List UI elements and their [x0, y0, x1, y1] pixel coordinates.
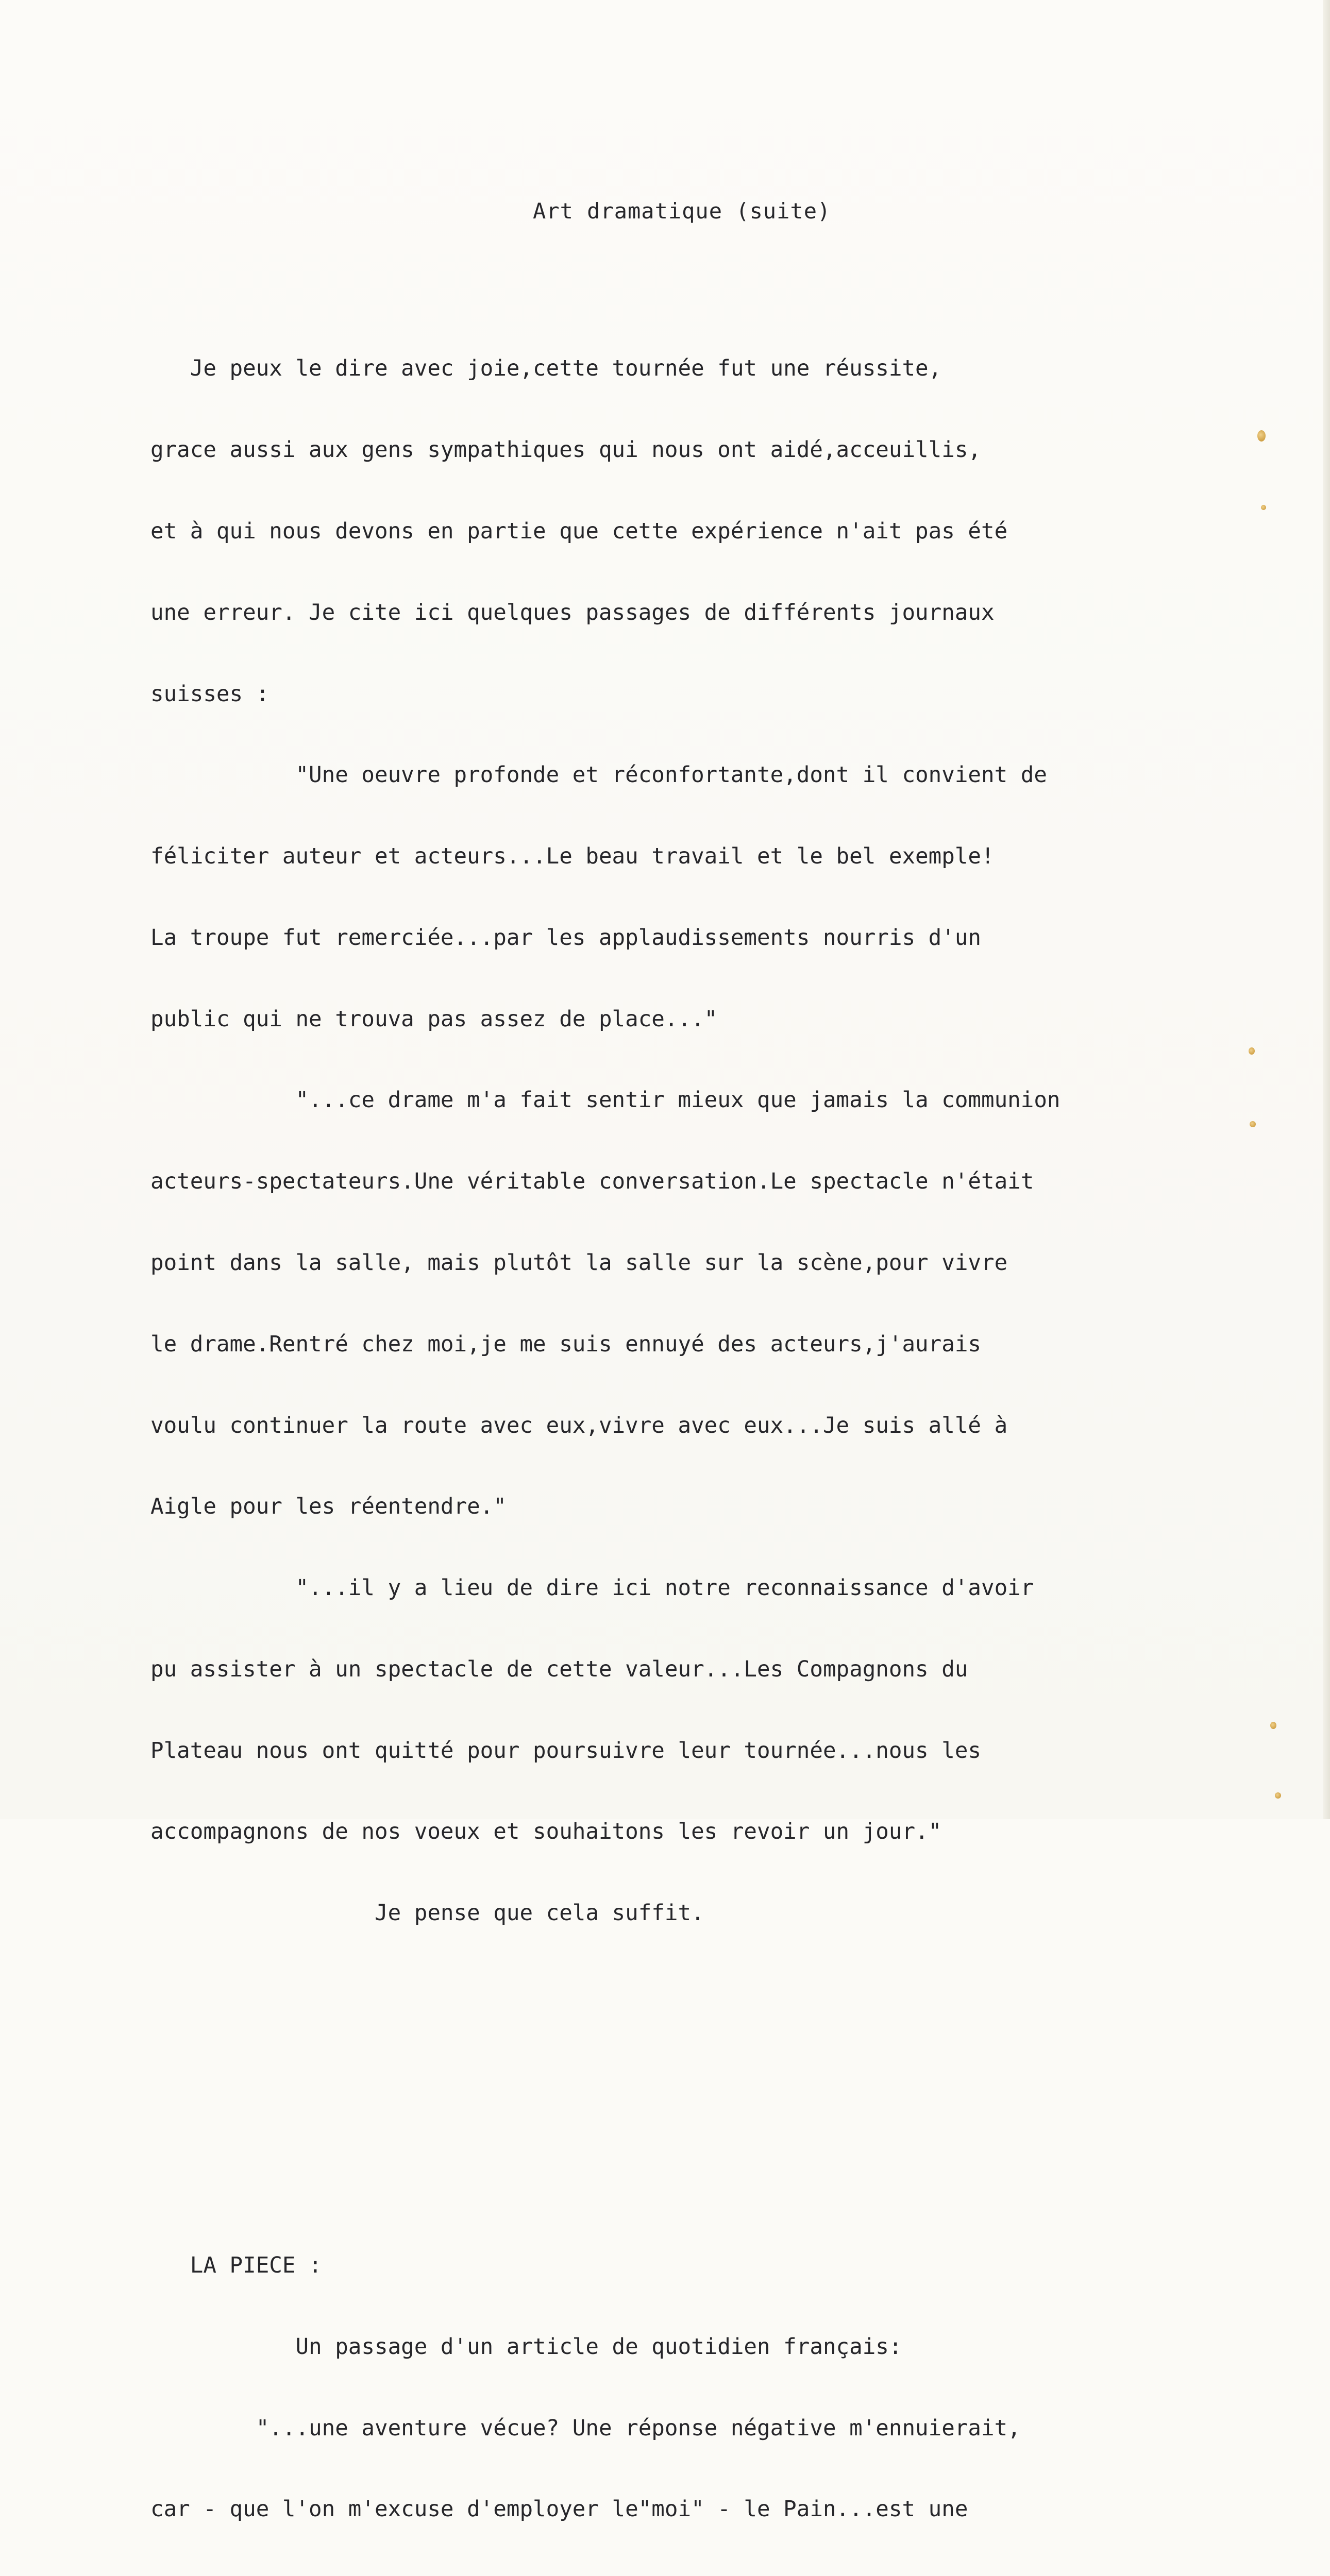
text-line: le drame.Rentré chez moi,je me suis ennuyé des acteurs,j'aurais — [150, 1331, 981, 1357]
text-line: "Une oeuvre profonde et réconfortante,dont il convient de — [150, 762, 1047, 788]
text-line: suisses : — [150, 681, 270, 707]
staple-mark — [1250, 1121, 1256, 1127]
paragraph-tour-review — [150, 301, 1181, 1981]
text-line: une erreur. Je cite ici quelques passages de différents journaux — [150, 600, 995, 625]
text-line: voulu continuer la route avec eux,vivre avec eux...Je suis allé à — [150, 1413, 1008, 1438]
text-line: "...il y a lieu de dire ici notre reconnaissance d'avoir — [150, 1575, 1034, 1601]
text-line: "...une aventure vécue? Une réponse négative m'ennuierait, — [150, 2415, 1021, 2441]
text-line: Un passage d'un article de quotidien français: — [150, 2334, 902, 2360]
text-line: Plateau nous ont quitté pour poursuivre leur tournée...nous les — [150, 1738, 981, 1764]
blank-line — [150, 2036, 1181, 2063]
paragraph-la-piece — [150, 2198, 1181, 2576]
document-body — [150, 247, 1181, 2576]
text-line: La troupe fut remerciée...par les applaudissements nourris d'un — [150, 925, 981, 951]
section-heading: LA PIECE : — [150, 2252, 322, 2278]
blank-line — [150, 2117, 1181, 2144]
text-line: accompagnons de nos voeux et souhaitons les revoir un jour." — [150, 1819, 942, 1845]
text-line: pu assister à un spectacle de cette valeur...Les Compagnons du — [150, 1656, 968, 1682]
text-line: point dans la salle, mais plutôt la salle sur la scène,pour vivre — [150, 1250, 1008, 1276]
text-line: acteurs-spectateurs.Une véritable conversation.Le spectacle n'était — [150, 1169, 1034, 1195]
staple-mark — [1270, 1722, 1276, 1729]
text-line: Je pense que cela suffit. — [150, 1901, 704, 1926]
text-line: "...ce drame m'a fait sentir mieux que jamais la communion — [150, 1088, 1060, 1113]
paper-edge — [1323, 0, 1330, 1819]
text-line: Je peux le dire avec joie,cette tournée fut une réussite, — [150, 356, 942, 382]
staple-mark — [1249, 1047, 1255, 1055]
text-line: car - que l'on m'excuse d'employer le"moi" - le Pain...est une — [150, 2497, 968, 2522]
staple-mark — [1275, 1792, 1281, 1799]
text-line: public qui ne trouva pas assez de place..." — [150, 1006, 718, 1032]
staple-mark — [1261, 505, 1266, 510]
staple-mark — [1257, 430, 1266, 442]
page-title: Art dramatique (suite) — [533, 198, 831, 224]
text-line: Aigle pour les réentendre." — [150, 1494, 507, 1520]
text-line: féliciter auteur et acteurs...Le beau travail et le bel exemple! — [150, 844, 995, 870]
text-line: grace aussi aux gens sympathiques qui nous ont aidé,acceuillis, — [150, 437, 981, 463]
text-line: et à qui nous devons en partie que cette expérience n'ait pas été — [150, 518, 1008, 544]
